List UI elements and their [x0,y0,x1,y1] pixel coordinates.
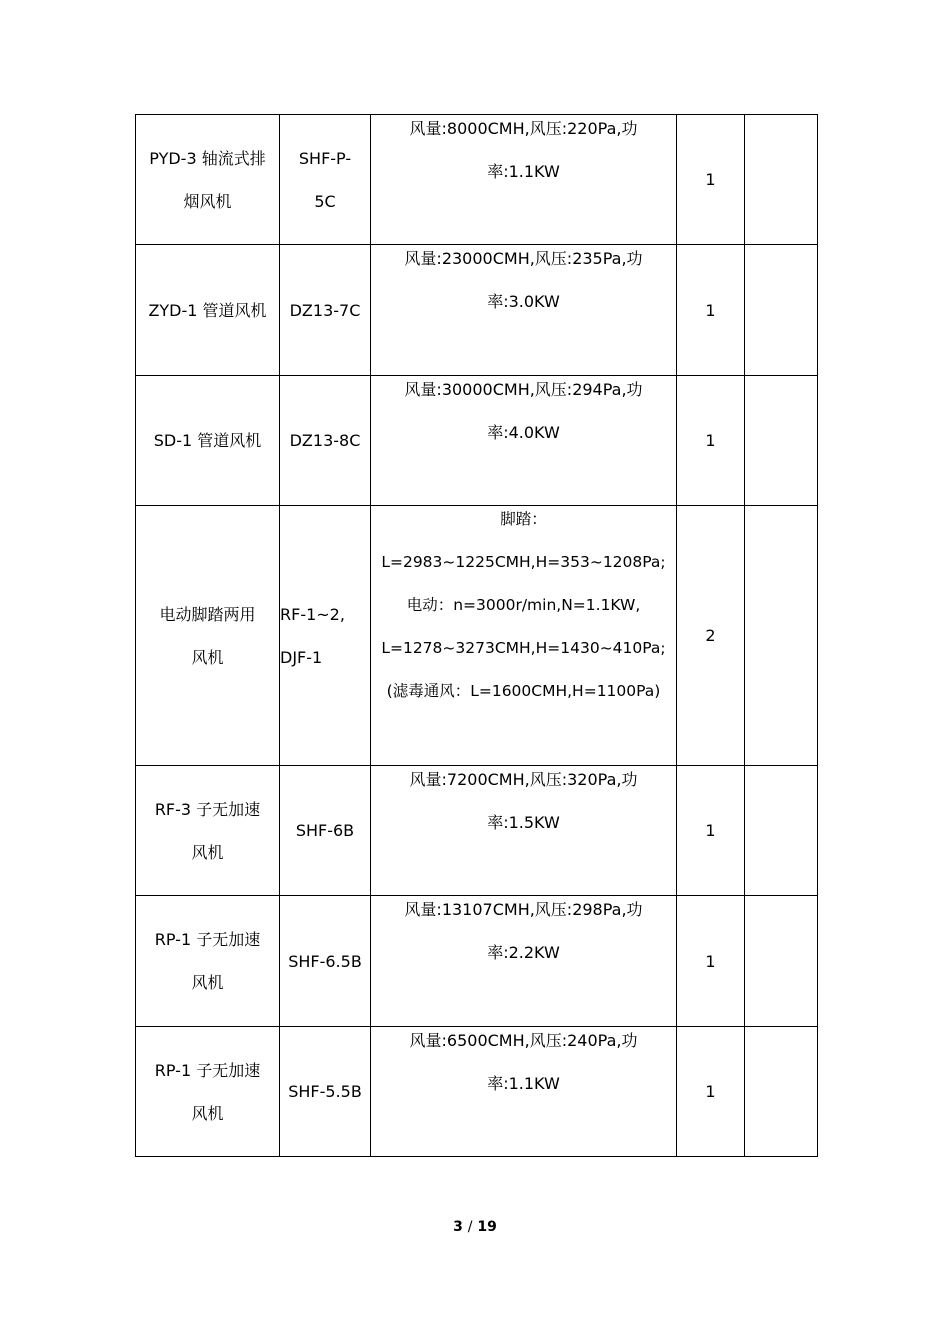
model-cell: SHF-5.5B [280,1027,371,1157]
quantity-cell: 1 [677,1027,745,1157]
quantity-cell: 1 [677,245,745,376]
quantity-cell: 1 [677,115,745,245]
page-separator: / [467,1219,473,1235]
quantity-cell: 1 [677,766,745,896]
table-row [136,506,818,766]
model-cell: SHF-6.5B [280,896,371,1027]
params-cell: 风量:30000CMH,风压:294Pa,功 率:4.0KW [371,376,677,506]
params-cell: 风量:8000CMH,风压:220Pa,功 率:1.1KW [371,115,677,245]
model-cell: SHF-6B [280,766,371,896]
table-row [136,766,818,896]
equipment-name-cell: ZYD-1 管道风机 [136,245,280,376]
params-cell: 风量:6500CMH,风压:240Pa,功 率:1.1KW [371,1027,677,1157]
equipment-name-cell: PYD-3 轴流式排 烟风机 [136,115,280,245]
equipment-name-cell: 电动脚踏两用 风机 [136,506,280,766]
equipment-name-cell: RP-1 子无加速 风机 [136,1027,280,1157]
remark-cell [745,1027,818,1157]
total-pages: 19 [477,1219,497,1235]
remark-cell [745,506,818,766]
table-row [136,1027,818,1157]
table-row [136,376,818,506]
quantity-cell: 1 [677,376,745,506]
model-cell: DZ13-7C [280,245,371,376]
params-cell: 风量:13107CMH,风压:298Pa,功 率:2.2KW [371,896,677,1027]
params-cell: 风量:23000CMH,风压:235Pa,功 率:3.0KW [371,245,677,376]
model-cell: RF-1~2, DJF-1 [280,506,371,766]
quantity-cell: 1 [677,896,745,1027]
table-row [136,896,818,1027]
remark-cell [745,115,818,245]
remark-cell [745,376,818,506]
model-cell: DZ13-8C [280,376,371,506]
equipment-name-cell: RF-3 子无加速 风机 [136,766,280,896]
params-cell: 脚踏： L=2983~1225CMH,H=353~1208Pa; 电动：n=3000r/min,N=1.1KW, L=1278~3273CMH,H=1430~410Pa; (滤毒通风：L=1600CMH,H=1100Pa) [371,506,677,766]
equipment-table [135,114,818,1157]
params-cell: 风量:7200CMH,风压:320Pa,功 率:1.5KW [371,766,677,896]
table-row [136,115,818,245]
remark-cell [745,896,818,1027]
remark-cell [745,245,818,376]
model-cell: SHF-P- 5C [280,115,371,245]
current-page: 3 [453,1219,463,1235]
page-number [0,1219,950,1235]
remark-cell [745,766,818,896]
quantity-cell: 2 [677,506,745,766]
table-row [136,245,818,376]
equipment-name-cell: SD-1 管道风机 [136,376,280,506]
equipment-name-cell: RP-1 子无加速 风机 [136,896,280,1027]
